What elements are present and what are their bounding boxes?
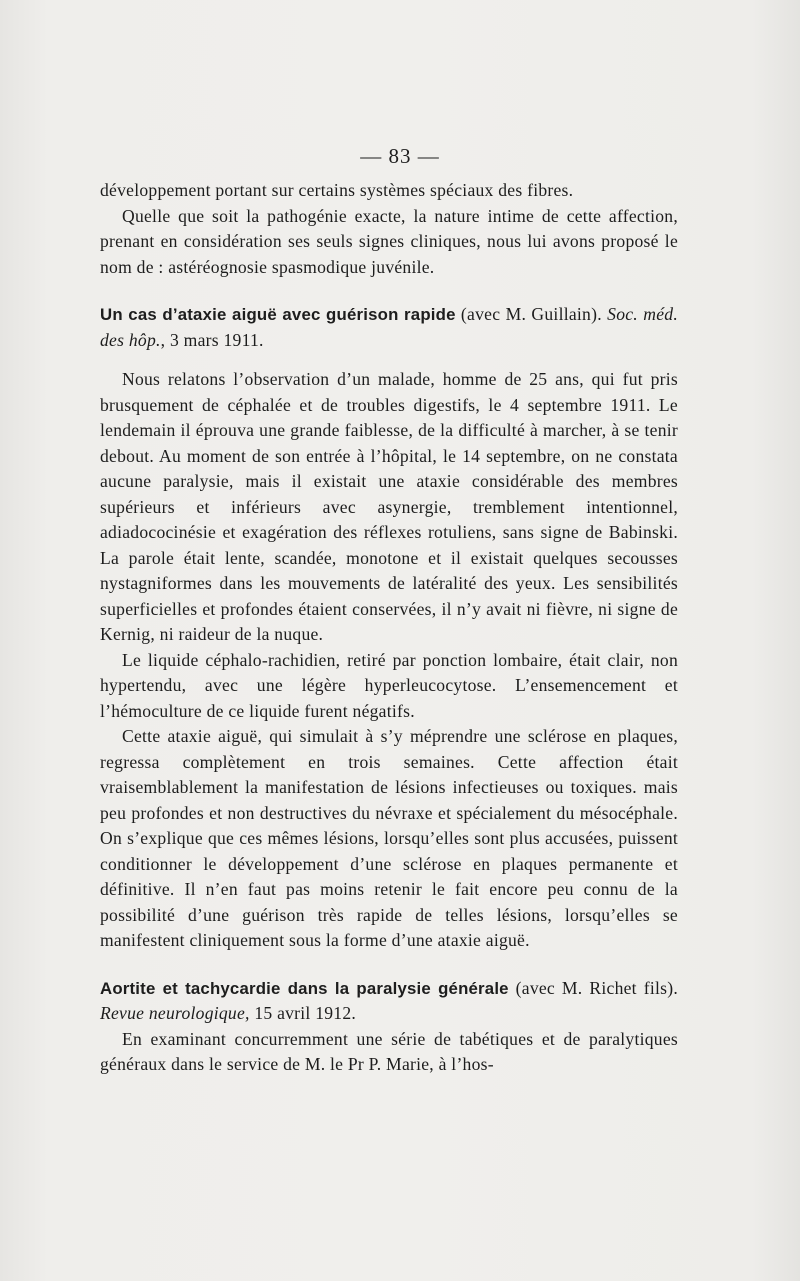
body-paragraph: En examinant concurremment une série de tabétiques et de paralytiques généraux dans le service de M. le Pr P. Marie, à l’hos- (100, 1028, 678, 1074)
body-paragraph: Nous relatons l’observation d’un malade, homme de 25 ans, qui fut pris brusquement de céphalée et de troubles digestifs, le 4 septembre 1911. Le lendemain il éprouva une grande faiblesse, de la difficulté à marcher, à se tenir debout. Au moment de son entrée à l’hôpital, le 14 septembre, on ne constata aucune paralysie, mais il existait une ataxie considérable des membres supérieurs et inférieurs avec asynergie, tremblement intentionnel, adiadococinésie et exagération des réflexes rotuliens, sans signe de Babinski. La parole était lente, scandée, monotone et il existait quelques secousses nystagniformes dans les mouvements de latéralité des yeux. Les sensibilités superficielles et profondes étaient conservées, il n’y avait ni fièvre, ni signe de Kernig, ni raideur de la nuque. (100, 369, 678, 644)
section-reference-date: 15 avril 1912. (249, 1003, 357, 1023)
body-paragraph: Cette ataxie aiguë, qui simulait à s’y méprendre une sclérose en plaques, regressa complètement en trois semaines. Cette affection était vraisemblablement la manifestation de lésions infectieuses ou toxiques. mais peu profondes et non destructives du névraxe et spécialement du mésocéphale. On s’explique que ces mêmes lésions, lorsqu’elles sont plus accusées, puissent conditionner le développement d’une sclérose en plaques permanente et définitive. Il n’en faut pas moins retenir le fait encore peu connu de la possibilité d’une guérison très rapide de telles lésions, lorsqu’elles se manifestent cliniquement sous la forme d’une ataxie aiguë. (100, 726, 678, 950)
section-reference-journal: Soc. méd. des hôp. (100, 304, 678, 350)
section-title: Aortite et tachycardie dans la paralysie générale (100, 978, 509, 998)
section-heading-aortite (100, 976, 678, 1027)
section-reference-authors: (avec M. Guillain). (455, 304, 608, 324)
section-reference-date: , 3 mars 1911. (160, 329, 264, 350)
section-heading-ataxie (100, 302, 678, 353)
intro-paragraph-continued: développement portant sur certains systèmes spéciaux des fibres. (100, 180, 574, 200)
body-paragraph: Le liquide céphalo-rachidien, retiré par ponction lombaire, était clair, non hypertendu, avec une légère hyperleucocytose. L’ensemencement et l’hémoculture de ce liquide furent négatifs. (100, 649, 678, 721)
section-title: Un cas d’ataxie aiguë avec guérison rapide (100, 305, 456, 324)
page-content (100, 178, 678, 1078)
intro-paragraph: Quelle que soit la pathogénie exacte, la nature intime de cette affection, prenant en considération ses seuls signes cliniques, nous lui avons proposé le nom de : astéréognosie spasmodique juvénile. (100, 205, 678, 277)
page-number: — 83 — (360, 144, 440, 168)
section-reference-authors: (avec M. Richet fils). (508, 977, 678, 998)
section-reference-journal: Revue neurologique, (100, 1003, 250, 1023)
